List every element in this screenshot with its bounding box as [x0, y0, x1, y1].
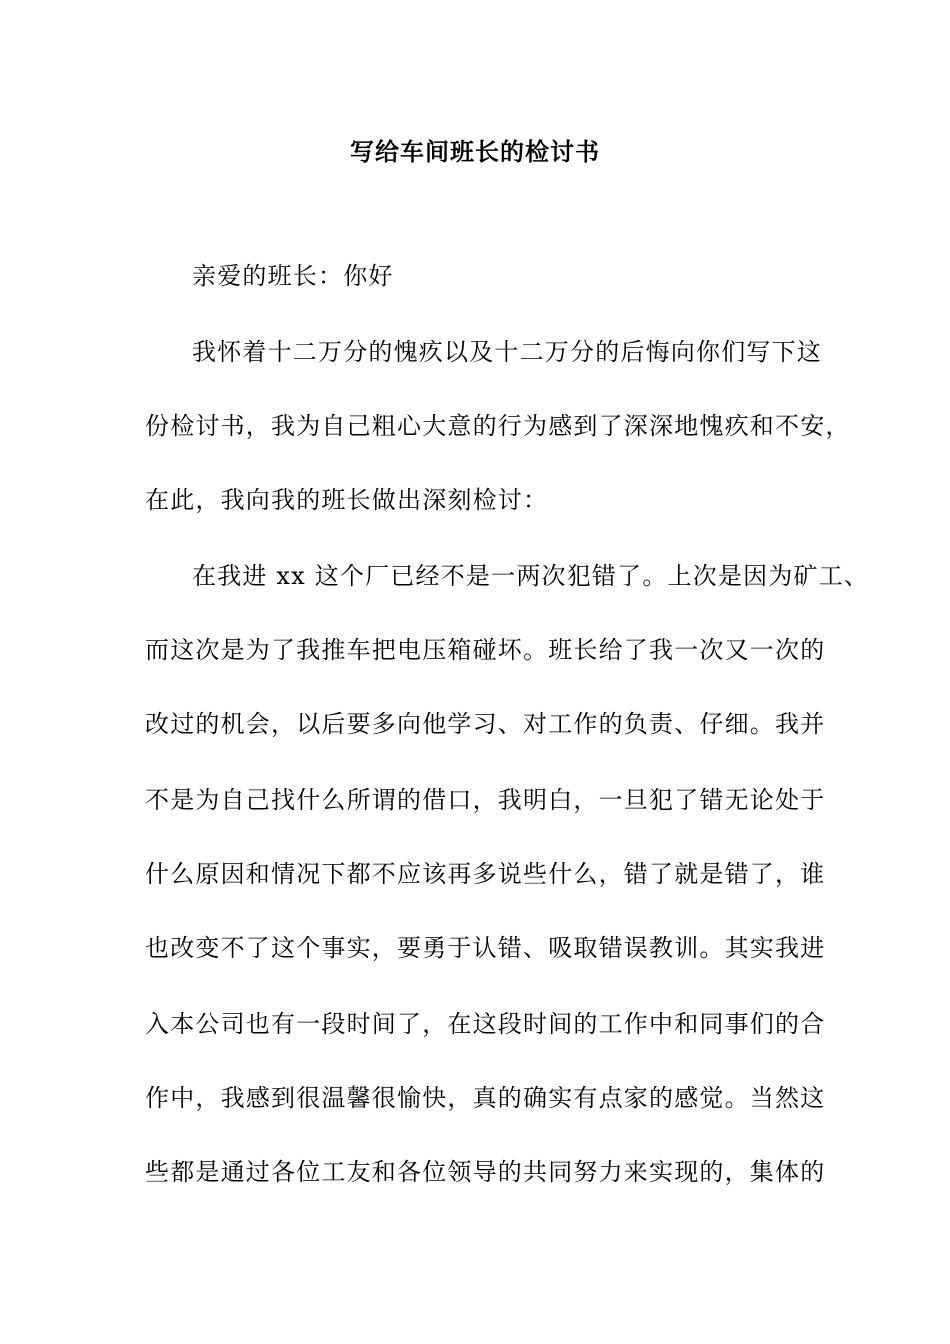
paragraph-line: 什么原因和情况下都不应该再多说些什么，错了就是错了，谁 — [145, 860, 826, 888]
paragraph-line: 也改变不了这个事实，要勇于认错、吸取错误教训。其实我进 — [145, 934, 826, 962]
paragraph-line: 而这次是为了我推车把电压箱碰坏。班长给了我一次又一次的 — [145, 636, 826, 664]
paragraph-line: 在此，我向我的班长做出深刻检讨： — [145, 486, 549, 514]
paragraph-line: 不是为自己找什么所谓的借口，我明白，一旦犯了错无论处于 — [145, 786, 826, 814]
paragraph-line: 我怀着十二万分的愧疚以及十二万分的后悔向你们写下这 — [192, 338, 822, 366]
document-title: 写给车间班长的检讨书 — [350, 137, 600, 166]
salutation-line: 亲爱的班长：你好 — [192, 262, 394, 290]
paragraph-line: 改过的机会，以后要多向他学习、对工作的负责、仔细。我并 — [145, 710, 826, 738]
paragraph-line: 入本公司也有一段时间了，在这段时间的工作中和同事们的合 — [145, 1010, 826, 1038]
paragraph-line: 份检讨书，我为自己粗心大意的行为感到了深深地愧疚和不安， — [145, 412, 851, 440]
paragraph-line: 作中，我感到很温馨很愉快，真的确实有点家的感觉。当然这 — [145, 1084, 826, 1112]
paragraph-line: 些都是通过各位工友和各位领导的共同努力来实现的，集体的 — [145, 1158, 826, 1186]
paragraph-line: 在我进 xx 这个厂已经不是一两次犯错了。上次是因为矿工、 — [192, 562, 870, 590]
